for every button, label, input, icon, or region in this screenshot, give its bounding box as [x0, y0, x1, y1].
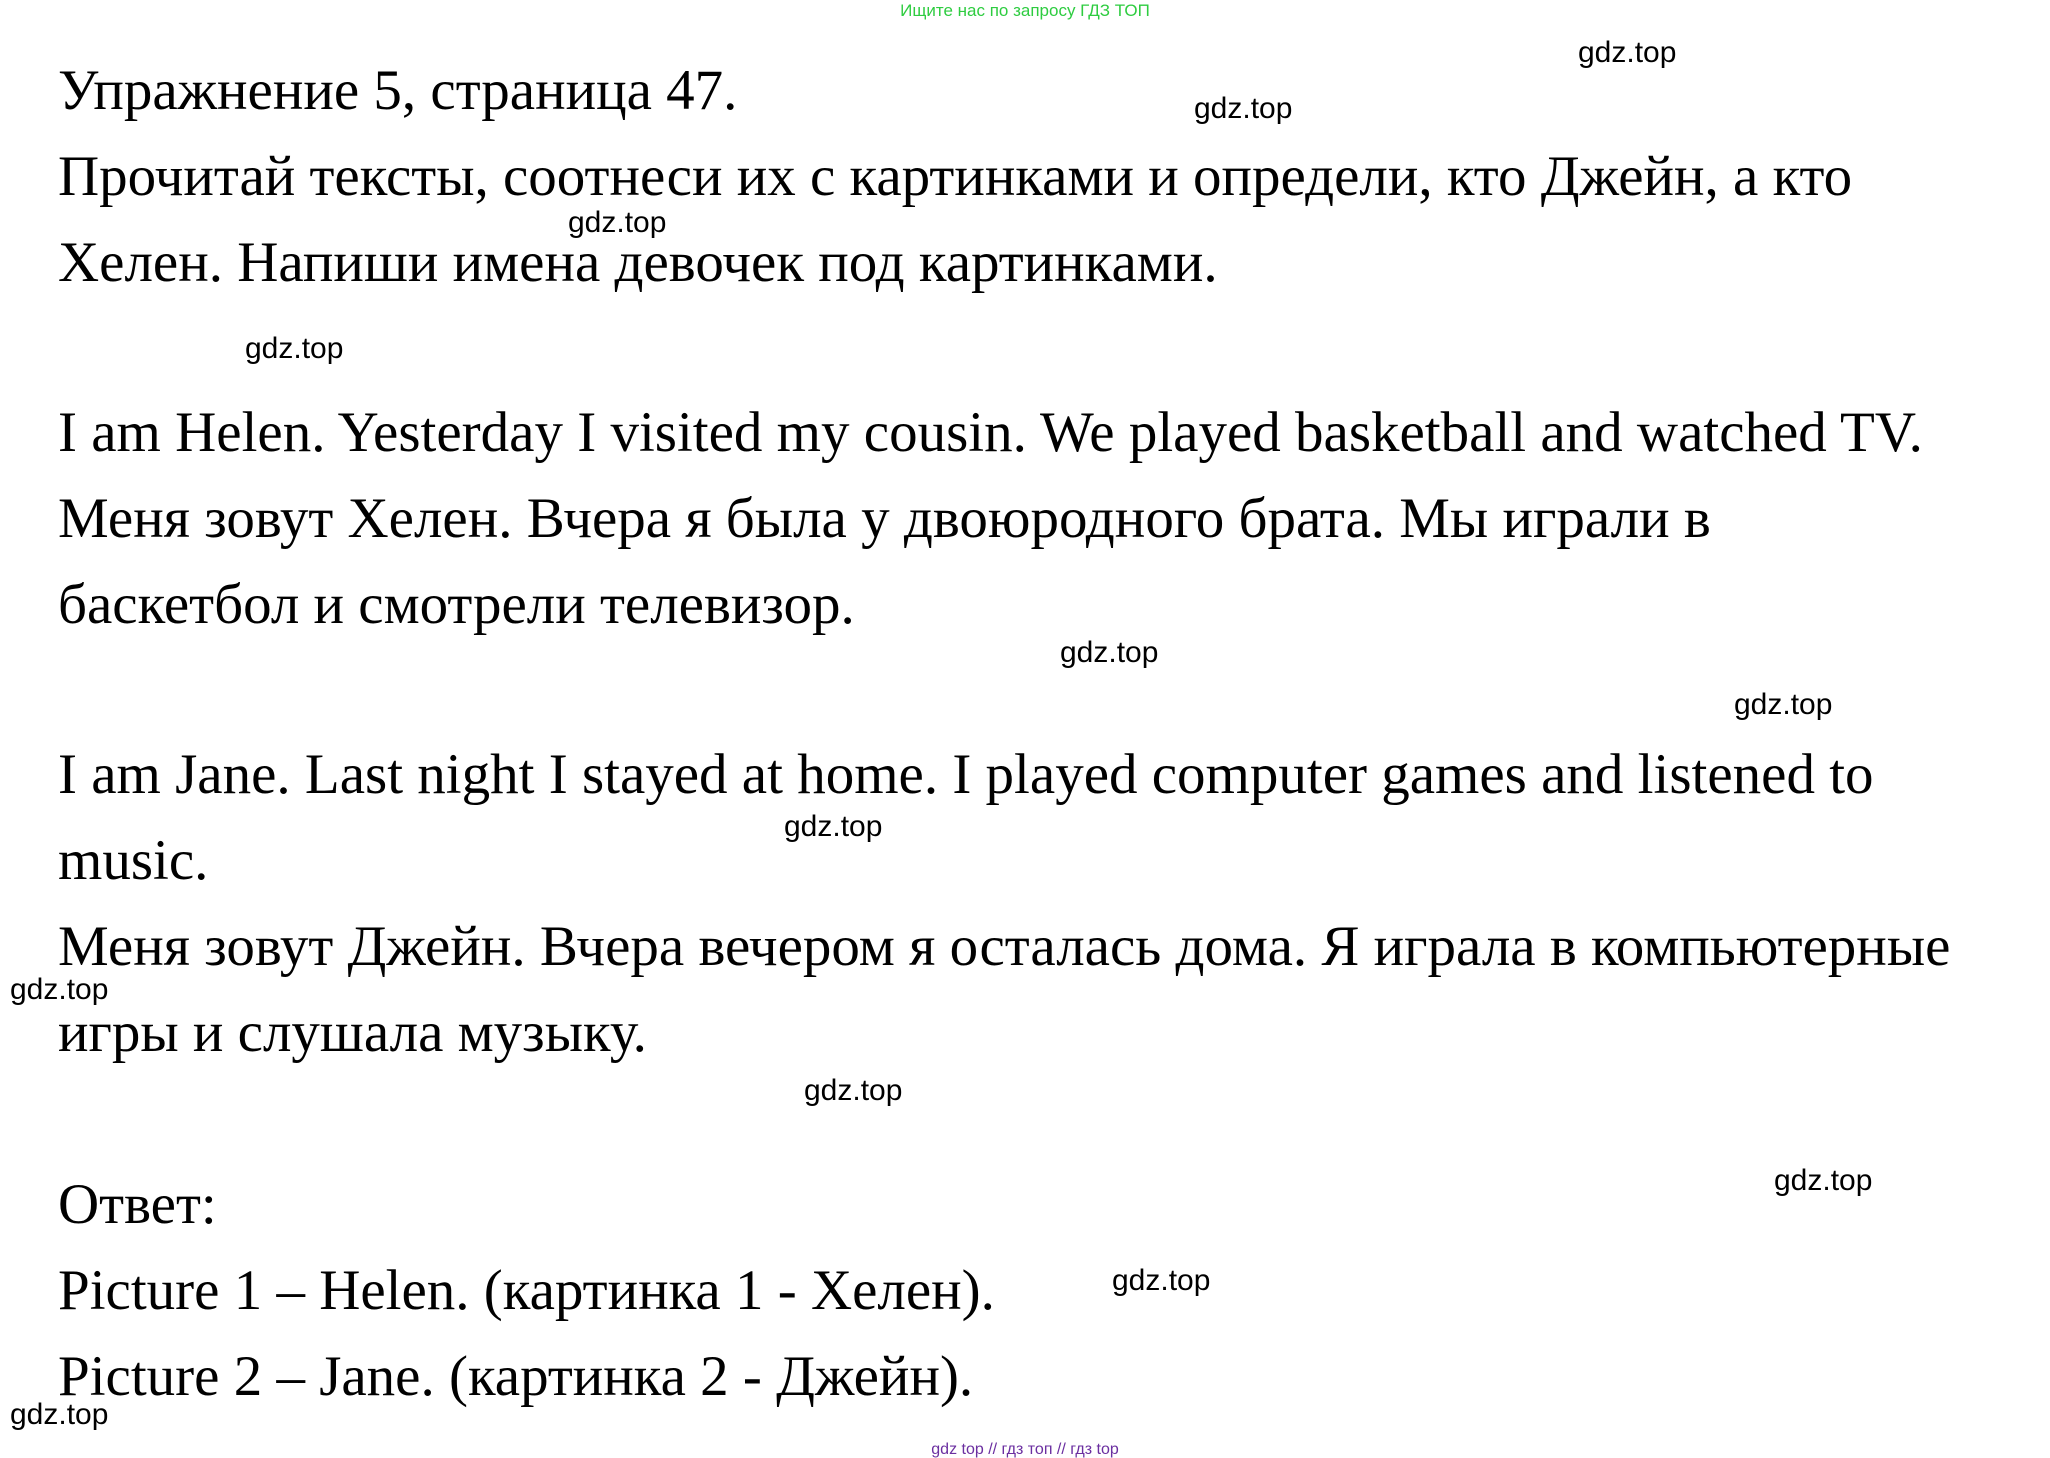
watermark: gdz.top: [1734, 688, 1833, 721]
watermark: gdz.top: [10, 973, 109, 1006]
watermark: gdz.top: [10, 1398, 109, 1431]
watermark: gdz.top: [1774, 1164, 1873, 1197]
watermark: gdz.top: [784, 810, 883, 843]
jane-english-line-1: I am Jane. Last night I stayed at home. I played computer games and listened to: [58, 743, 1874, 806]
watermark: gdz.top: [1194, 92, 1293, 125]
watermark: gdz.top: [1060, 636, 1159, 669]
answer-label: Ответ:: [58, 1173, 217, 1236]
bottom-banner: gdz top // гдз топ // гдз top: [931, 1441, 1119, 1458]
watermark: gdz.top: [245, 332, 344, 365]
watermark: gdz.top: [1112, 1264, 1211, 1297]
helen-russian-line-1: Меня зовут Хелен. Вчера я была у двоюродного брата. Мы играли в: [58, 487, 1711, 550]
watermark: gdz.top: [804, 1074, 903, 1107]
jane-russian-line-2: игры и слушала музыку.: [58, 1001, 647, 1064]
watermark: gdz.top: [1578, 36, 1677, 69]
top-banner: Ищите нас по запросу ГДЗ ТОП: [900, 1, 1150, 20]
exercise-heading: Упражнение 5, страница 47.: [58, 59, 738, 122]
jane-english-line-2: music.: [58, 829, 209, 892]
task-text-line-1: Прочитай тексты, соотнеси их с картинками и определи, кто Джейн, а кто: [58, 145, 1853, 208]
helen-english-text: I am Helen. Yesterday I visited my cousin. We played basketball and watched TV.: [58, 401, 1923, 464]
helen-russian-line-2: баскетбол и смотрели телевизор.: [58, 573, 855, 636]
watermark: gdz.top: [568, 206, 667, 239]
answer-line-1: Picture 1 – Helen. (картинка 1 - Хелен).: [58, 1259, 995, 1322]
jane-russian-line-1: Меня зовут Джейн. Вчера вечером я осталась дома. Я играла в компьютерные: [58, 915, 1951, 978]
answer-line-2: Picture 2 – Jane. (картинка 2 - Джейн).: [58, 1345, 974, 1408]
task-text-line-2: Хелен. Напиши имена девочек под картинками.: [58, 231, 1218, 294]
